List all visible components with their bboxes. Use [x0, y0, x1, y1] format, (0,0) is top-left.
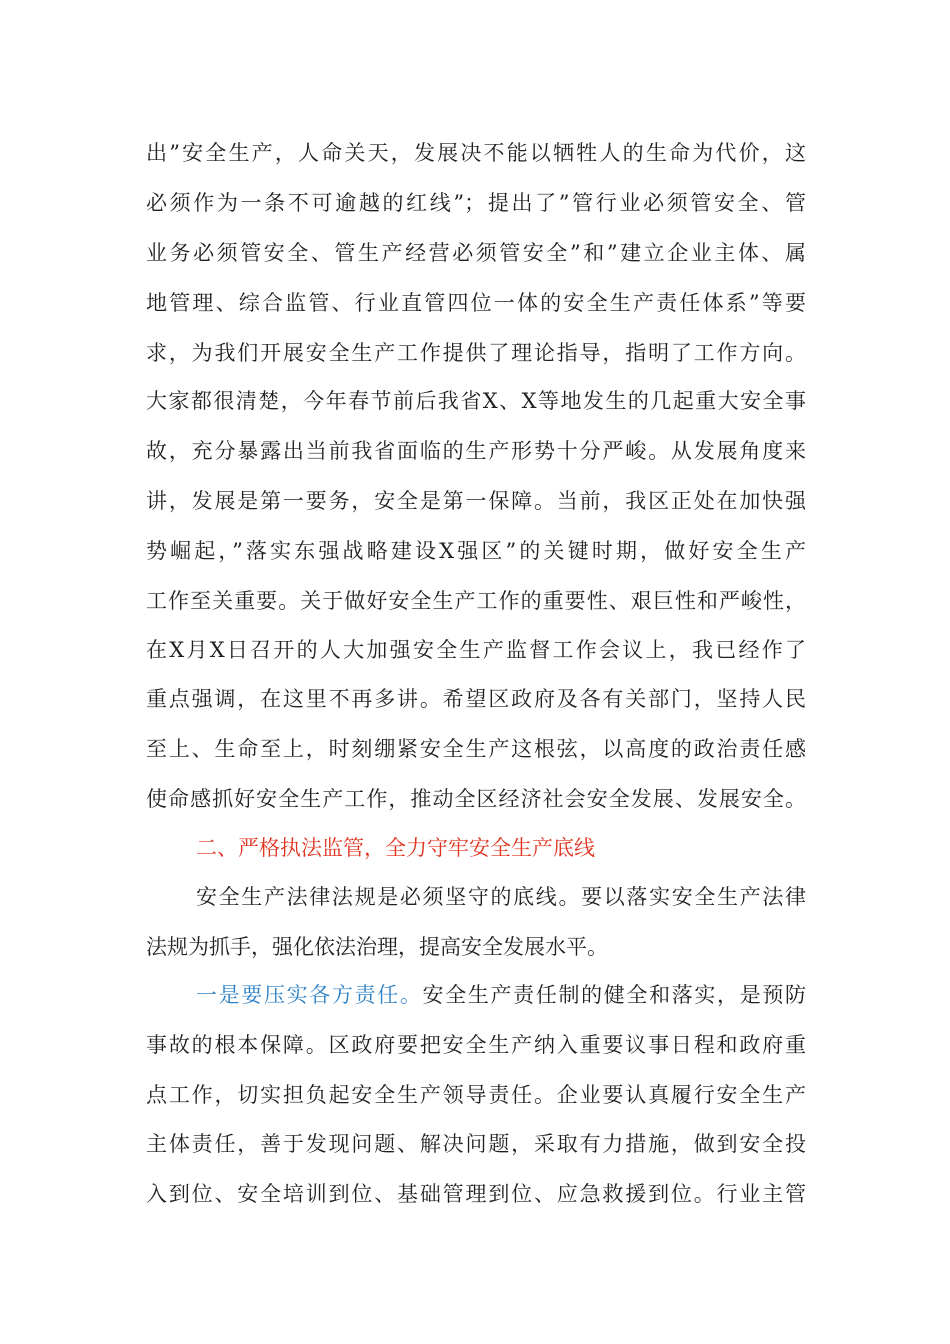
body-text-line: 在X月X日召开的人大加强安全生产监督工作会议上，我已经作了: [146, 638, 806, 662]
body-text-line: 重点强调，在这里不再多讲。希望区政府及各有关部门，坚持人民: [146, 687, 806, 711]
body-text-line: 出”安全生产，人命关天，发展决不能以牺牲人的生命为代价，这: [146, 141, 806, 165]
body-text-line: 势崛起，”落实东强战略建设X强区”的关键时期，做好安全生产: [146, 539, 806, 563]
body-text-line: 故，充分暴露出当前我省面临的生产形势十分严峻。从发展角度来: [146, 439, 806, 463]
body-text-line: 讲，发展是第一要务，安全是第一保障。当前，我区正处在加快强: [146, 489, 806, 513]
body-text-line: 至上、生命至上，时刻绷紧安全生产这根弦，以高度的政治责任感: [146, 737, 806, 761]
body-text-line: 入到位、安全培训到位、基础管理到位、应急救援到位。行业主管: [146, 1182, 806, 1206]
body-text-line: 点工作，切实担负起安全生产领导责任。企业要认真履行安全生产: [146, 1083, 806, 1107]
body-text-line: 安全生产法律法规是必须坚守的底线。要以落实安全生产法律: [196, 885, 806, 909]
body-text-line: 事故的根本保障。区政府要把安全生产纳入重要议事日程和政府重: [146, 1033, 806, 1057]
body-text-line: 大家都很清楚，今年春节前后我省X、X等地发生的几起重大安全事: [146, 389, 806, 413]
body-text-line: 地管理、综合监管、行业直管四位一体的安全生产责任体系”等要: [146, 291, 806, 315]
body-text-line: 业务必须管安全、管生产经营必须管安全”和”建立企业主体、属: [146, 241, 806, 265]
body-text-line: 使命感抓好安全生产工作，推动全区经济社会安全发展、发展安全。: [146, 787, 806, 811]
body-text-line: 主体责任，善于发现问题、解决问题，采取有力措施，做到安全投: [146, 1132, 806, 1156]
body-text-line: 法规为抓手，强化依法治理，提高安全发展水平。: [146, 935, 608, 959]
body-text-line: 必须作为一条不可逾越的红线”；提出了”管行业必须管安全、管: [146, 191, 806, 215]
body-text-line: [196, 970, 806, 1020]
body-text-line: 求，为我们开展安全生产工作提供了理论指导，指明了工作方向。: [146, 341, 806, 365]
lead-phrase: 一是要压实各方责任。: [196, 983, 423, 1007]
body-text-fragment: 安全生产责任制的健全和落实，是预防: [422, 983, 807, 1007]
body-text-line: 工作至关重要。关于做好安全生产工作的重要性、艰巨性和严峻性，: [146, 589, 806, 613]
section-heading: 二、严格执法监管，全力守牢安全生产底线: [196, 836, 595, 860]
